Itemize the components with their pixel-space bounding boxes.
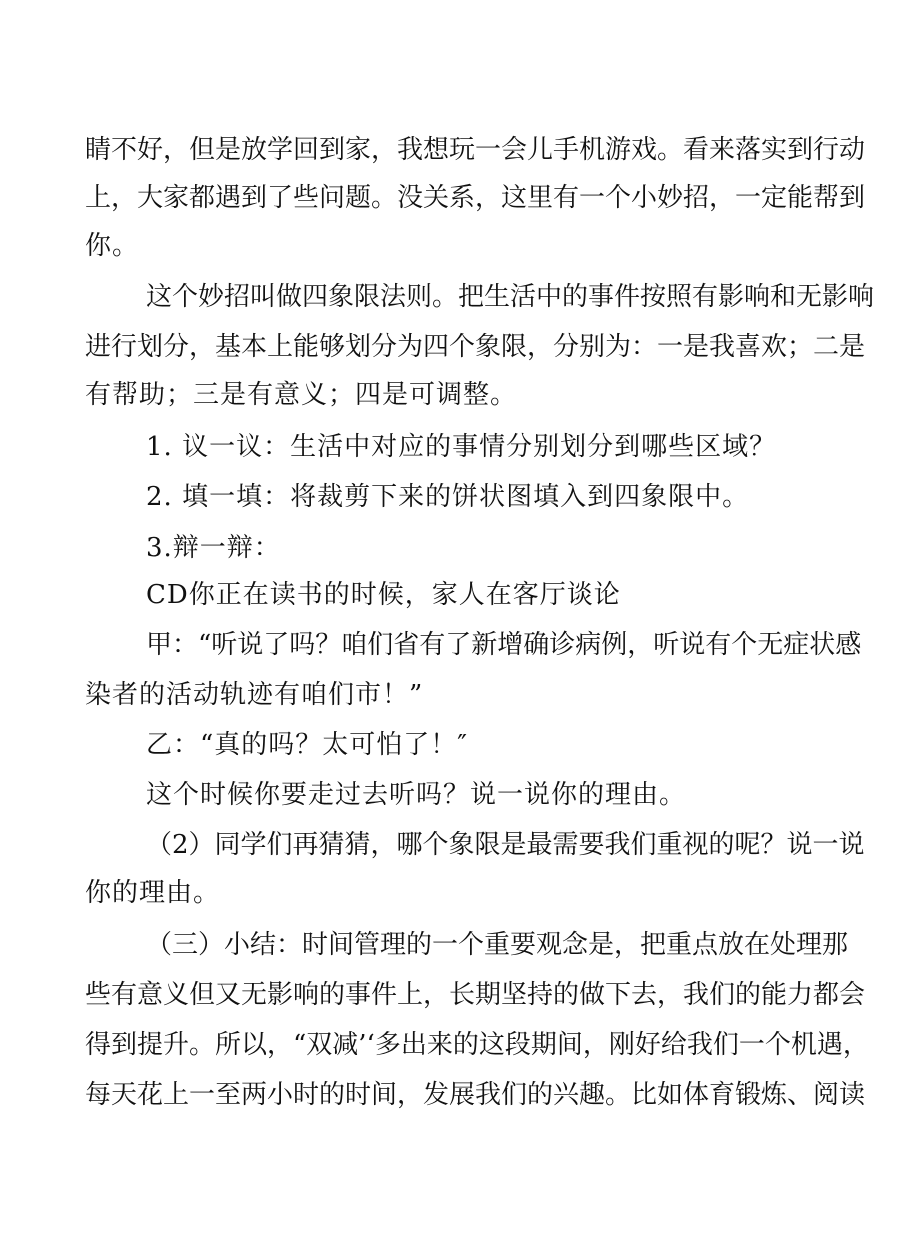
paragraph-1-line-1: 睛不好，但是放学回到家，我想玩一会儿手机游戏。看来落实到行动 [85, 135, 866, 165]
list-item-discuss: 1. 议一议：生活中对应的事情分别划分到哪些区域？ [146, 432, 777, 462]
question-2-line-2: 你的理由。 [85, 878, 221, 908]
summary-line-4: 每天花上一至两小时的时间，发展我们的兴趣。比如体育锻炼、阅读 [85, 1080, 866, 1110]
paragraph-2-line-2: 进行划分，基本上能够划分为四个象限，分别为：一是我喜欢；二是 [85, 332, 866, 362]
scenario-text: CD你正在读书的时候，家人在客厅谈论 [146, 580, 621, 610]
list-item-fill: 2. 填一填：将裁剪下来的饼状图填入到四象限中。 [146, 482, 750, 512]
dialogue-jia-line-2: 染者的活动轨迹有咱们市！” [85, 680, 424, 710]
dialogue-jia-line-1: 甲：“听说了吗？咱们省有了新增确诊病例，听说有个无症状感 [146, 630, 862, 660]
summary-line-1: （三）小结：时间管理的一个重要观念是，把重点放在处理那 [146, 930, 849, 960]
summary-line-3: 得到提升。所以，“双减’‘多出来的这段期间，刚好给我们一个机遇， [85, 1030, 869, 1060]
summary-line-2: 些有意义但又无影响的事件上，长期坚持的做下去，我们的能力都会 [85, 980, 866, 1010]
question-2-line-1: （2）同学们再猜猜，哪个象限是最需要我们重视的呢？说一说 [146, 830, 865, 860]
question-text: 这个时候你要走过去听吗？说一说你的理由。 [146, 780, 687, 810]
paragraph-2-line-1: 这个妙招叫做四象限法则。把生活中的事件按照有影响和无影响 [146, 282, 875, 312]
paragraph-1-line-3: 你。 [85, 231, 140, 261]
paragraph-1-line-2: 上，大家都遇到了些问题。没关系，这里有一个小妙招，一定能帮到 [85, 183, 866, 213]
dialogue-yi: 乙：“真的吗？太可怕了！″ [146, 730, 469, 760]
paragraph-2-line-3: 有帮助；三是有意义；四是可调整。 [85, 380, 518, 410]
list-item-debate: 3.辩一辩： [146, 533, 281, 563]
